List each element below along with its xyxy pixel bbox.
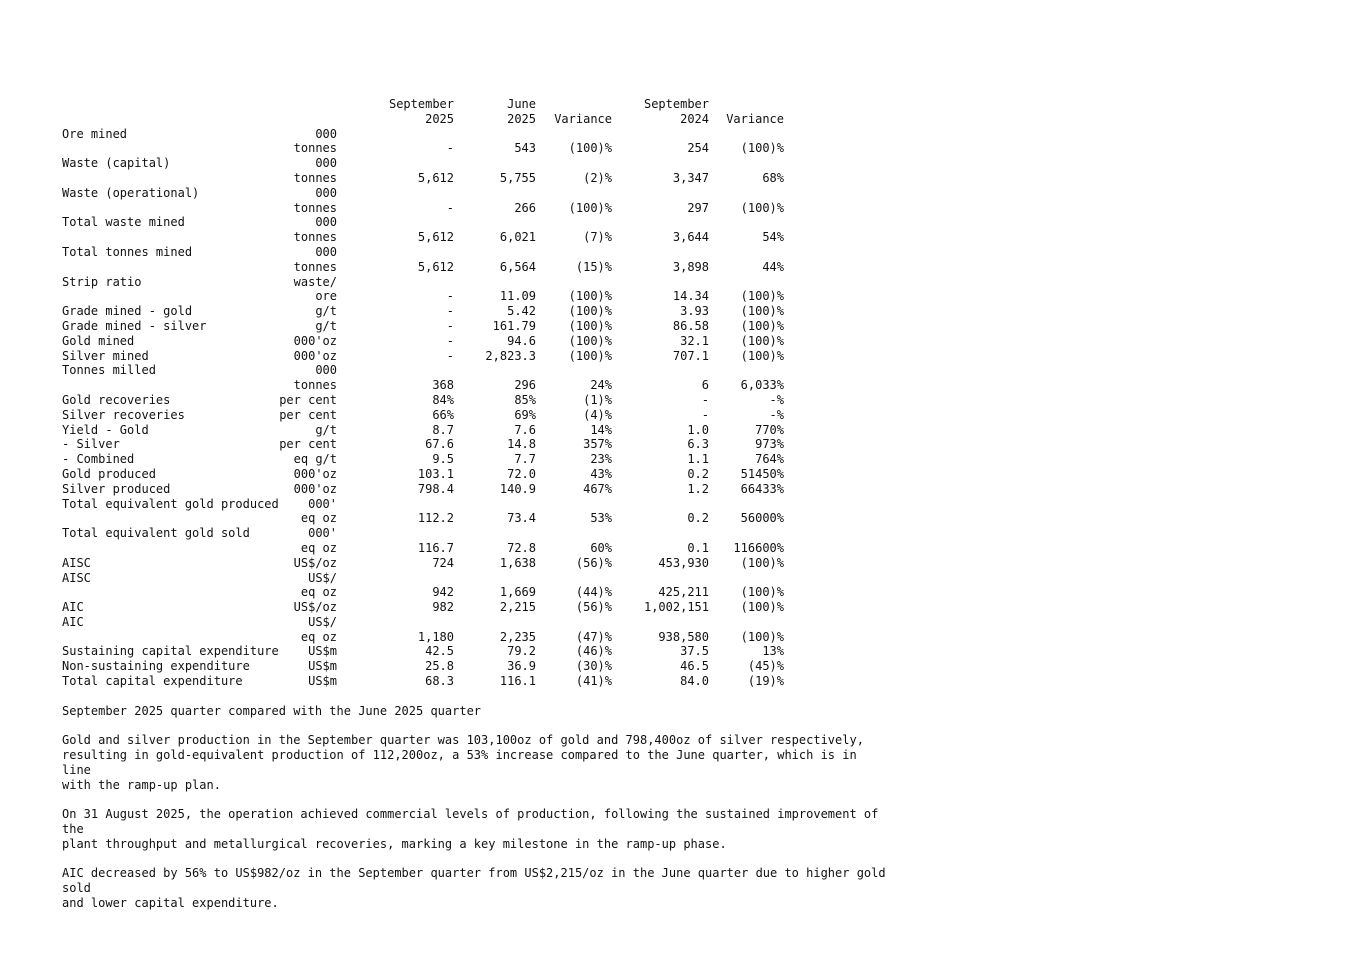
value-sep2025: 42.5	[425, 644, 454, 659]
value-jun2025: 1,638	[499, 555, 536, 570]
production-table	[62, 97, 942, 689]
value-variance-quarter: (56)%	[575, 600, 612, 615]
row-label: Strip ratio	[62, 274, 142, 289]
value-variance-year: (100)%	[740, 289, 784, 304]
table-row	[62, 615, 942, 630]
row-unit: tonnes	[293, 170, 337, 185]
value-variance-quarter: (2)%	[583, 170, 612, 185]
value-sep2025: 5,612	[417, 259, 454, 274]
table-row	[62, 511, 942, 526]
value-variance-quarter: (1)%	[583, 392, 612, 407]
value-variance-quarter: (7)%	[583, 230, 612, 245]
value-sep2025: -	[446, 333, 454, 348]
value-variance-year: -%	[769, 407, 784, 422]
value-variance-quarter: (100)%	[568, 348, 612, 363]
value-variance-year: 770%	[755, 422, 784, 437]
row-label: Silver produced	[62, 481, 171, 496]
table-row	[62, 186, 942, 201]
value-variance-year: 44%	[762, 259, 784, 274]
row-unit: 000	[315, 185, 337, 200]
value-sep2025: 5,612	[417, 230, 454, 245]
table-row	[62, 289, 942, 304]
value-variance-quarter: (47)%	[575, 629, 612, 644]
value-variance-year: 13%	[762, 644, 784, 659]
value-jun2025: 69%	[514, 407, 536, 422]
value-variance-year: (100)%	[740, 333, 784, 348]
table-row	[62, 245, 942, 260]
row-unit: 000'	[308, 496, 337, 511]
row-label: Silver mined	[62, 348, 149, 363]
value-sep2024: 1,002,151	[643, 600, 709, 615]
value-jun2025: 5.42	[507, 304, 536, 319]
value-jun2025: 6,564	[499, 259, 536, 274]
table-row	[62, 659, 942, 674]
value-variance-year: 116600%	[733, 540, 784, 555]
header-variance-quarter: Variance	[554, 111, 612, 126]
row-unit: US$/	[308, 614, 337, 629]
value-variance-year: 6,033%	[740, 378, 784, 393]
table-row	[62, 304, 942, 319]
value-sep2024: 425,211	[658, 585, 709, 600]
value-variance-year: 764%	[755, 452, 784, 467]
row-unit: tonnes	[293, 259, 337, 274]
row-unit: US$m	[308, 659, 337, 674]
value-variance-year: (45)%	[747, 659, 784, 674]
value-sep2025: -	[446, 304, 454, 319]
value-sep2024: 0.2	[687, 466, 709, 481]
value-sep2024: 0.2	[687, 511, 709, 526]
value-variance-year: (19)%	[747, 674, 784, 689]
table-row	[62, 141, 942, 156]
value-sep2025: -	[446, 289, 454, 304]
row-unit: US$m	[308, 644, 337, 659]
table-body	[62, 127, 942, 689]
value-sep2024: -	[701, 392, 709, 407]
value-sep2025: -	[446, 348, 454, 363]
value-jun2025: 2,823.3	[485, 348, 536, 363]
value-variance-year: 66433%	[740, 481, 784, 496]
value-variance-year: 51450%	[740, 466, 784, 481]
row-unit: 000	[315, 126, 337, 141]
value-jun2025: 72.8	[507, 540, 536, 555]
value-sep2025: 66%	[432, 407, 454, 422]
header-jun2025-line2: 2025	[507, 111, 536, 126]
row-label: Non-sustaining expenditure	[62, 659, 250, 674]
value-jun2025: 7.6	[514, 422, 536, 437]
row-unit: eq oz	[300, 585, 337, 600]
header-jun2025-line1: June	[507, 97, 536, 111]
value-sep2024: 297	[687, 200, 709, 215]
value-sep2024: 6	[701, 378, 709, 393]
value-sep2025: 103.1	[417, 466, 454, 481]
table-row	[62, 452, 942, 467]
value-jun2025: 73.4	[507, 511, 536, 526]
table-row	[62, 127, 942, 142]
row-label: Total capital expenditure	[62, 674, 243, 689]
row-label: Gold produced	[62, 466, 156, 481]
row-unit: waste/	[293, 274, 337, 289]
value-sep2024: 3,644	[672, 230, 709, 245]
value-jun2025: 5,755	[499, 170, 536, 185]
value-sep2025: 368	[432, 378, 454, 393]
row-unit: per cent	[279, 407, 337, 422]
value-variance-quarter: (100)%	[568, 289, 612, 304]
value-jun2025: 2,235	[499, 629, 536, 644]
value-jun2025: 140.9	[499, 481, 536, 496]
row-label: Sustaining capital expenditure	[62, 644, 279, 659]
value-variance-year: (100)%	[740, 555, 784, 570]
value-sep2024: 86.58	[672, 318, 709, 333]
value-variance-quarter: (100)%	[568, 200, 612, 215]
row-label: Total equivalent gold produced	[62, 496, 279, 511]
value-jun2025: 1,669	[499, 585, 536, 600]
value-jun2025: 296	[514, 378, 536, 393]
value-sep2025: 84%	[432, 392, 454, 407]
row-label: Waste (capital)	[62, 156, 171, 171]
value-variance-quarter: 467%	[583, 481, 612, 496]
document-body	[62, 97, 942, 911]
row-label: Ore mined	[62, 126, 128, 141]
value-variance-quarter: 24%	[590, 378, 612, 393]
value-sep2025: 8.7	[432, 422, 454, 437]
value-variance-quarter: (41)%	[575, 674, 612, 689]
table-row	[62, 408, 942, 423]
value-sep2025: 116.7	[417, 540, 454, 555]
row-unit: tonnes	[293, 141, 337, 156]
table-row	[62, 319, 942, 334]
table-header-row-1	[62, 97, 942, 112]
row-unit: eq oz	[300, 540, 337, 555]
value-variance-year: 973%	[755, 437, 784, 452]
table-row	[62, 600, 942, 615]
value-sep2024: 32.1	[680, 333, 709, 348]
row-unit: 000	[315, 363, 337, 378]
value-sep2024: 14.34	[672, 289, 709, 304]
value-jun2025: 161.79	[492, 318, 536, 333]
row-label: AISC	[62, 555, 91, 570]
row-label: Grade mined - gold	[62, 304, 193, 319]
table-row	[62, 541, 942, 556]
row-unit: eq g/t	[293, 452, 337, 467]
table-row	[62, 393, 942, 408]
value-sep2024: 1.2	[687, 481, 709, 496]
row-unit: US$m	[308, 674, 337, 689]
table-row	[62, 644, 942, 659]
header-sep2025-line2: 2025	[425, 111, 454, 126]
paragraph-commercial-production: On 31 August 2025, the operation achieved commercial levels of production, following the sustained improvement of the plant throughput and metallurgical recoveries, marking a key milestone in the ramp-up phase.	[62, 807, 879, 851]
value-sep2025: 5,612	[417, 170, 454, 185]
value-sep2024: 46.5	[680, 659, 709, 674]
value-sep2025: 68.3	[425, 674, 454, 689]
value-jun2025: 85%	[514, 392, 536, 407]
table-header-row-2	[62, 112, 942, 127]
row-unit: US$/	[308, 570, 337, 585]
row-unit: 000'oz	[293, 333, 337, 348]
row-unit: 000'oz	[293, 348, 337, 363]
value-sep2025: 25.8	[425, 659, 454, 674]
value-variance-year: (100)%	[740, 141, 784, 156]
row-label: Yield - Gold	[62, 422, 149, 437]
header-sep2024-line2: 2024	[680, 111, 709, 126]
row-unit: tonnes	[293, 200, 337, 215]
table-row	[62, 378, 942, 393]
table-row	[62, 334, 942, 349]
value-sep2024: 3,347	[672, 170, 709, 185]
row-label: AIC	[62, 614, 84, 629]
header-variance-year: Variance	[726, 111, 784, 126]
row-unit: US$/oz	[293, 600, 337, 615]
value-jun2025: 7.7	[514, 452, 536, 467]
section-title: September 2025 quarter compared with the June 2025 quarter	[62, 703, 482, 718]
table-row	[62, 467, 942, 482]
row-unit: g/t	[315, 422, 337, 437]
table-row	[62, 156, 942, 171]
paragraph-aic: AIC decreased by 56% to US$982/oz in the September quarter from US$2,215/oz in the June quarter due to higher gold sold and lower capital expenditure.	[62, 866, 886, 911]
value-variance-quarter: 14%	[590, 422, 612, 437]
row-label: - Combined	[62, 452, 135, 467]
row-label: Grade mined - silver	[62, 318, 207, 333]
value-variance-year: (100)%	[740, 600, 784, 615]
row-unit: 000'oz	[293, 481, 337, 496]
value-variance-year: (100)%	[740, 304, 784, 319]
value-sep2025: -	[446, 318, 454, 333]
row-label: Total waste mined	[62, 215, 185, 230]
row-unit: 000	[315, 156, 337, 171]
row-label: Tonnes milled	[62, 363, 156, 378]
value-jun2025: 543	[514, 141, 536, 156]
value-jun2025: 14.8	[507, 437, 536, 452]
value-variance-quarter: (15)%	[575, 259, 612, 274]
value-jun2025: 79.2	[507, 644, 536, 659]
value-variance-quarter: (30)%	[575, 659, 612, 674]
table-row	[62, 423, 942, 438]
value-jun2025: 266	[514, 200, 536, 215]
value-sep2024: 0.1	[687, 540, 709, 555]
value-variance-year: 56000%	[740, 511, 784, 526]
value-variance-quarter: 357%	[583, 437, 612, 452]
value-sep2024: 6.3	[687, 437, 709, 452]
row-label: AIC	[62, 600, 84, 615]
value-sep2024: 453,930	[658, 555, 709, 570]
row-label: Total equivalent gold sold	[62, 526, 250, 541]
value-sep2025: 67.6	[425, 437, 454, 452]
value-sep2025: 982	[432, 600, 454, 615]
value-variance-year: 54%	[762, 230, 784, 245]
table-row	[62, 482, 942, 497]
row-label: Total tonnes mined	[62, 244, 193, 259]
row-unit: tonnes	[293, 378, 337, 393]
value-sep2025: -	[446, 200, 454, 215]
value-sep2024: 84.0	[680, 674, 709, 689]
header-sep2025-line1: September	[388, 97, 454, 111]
value-variance-quarter: (46)%	[575, 644, 612, 659]
value-variance-year: -%	[769, 392, 784, 407]
table-row	[62, 497, 942, 512]
value-sep2025: 112.2	[417, 511, 454, 526]
value-sep2025: 1,180	[417, 629, 454, 644]
value-jun2025: 36.9	[507, 659, 536, 674]
value-variance-quarter: (4)%	[583, 407, 612, 422]
table-row	[62, 437, 942, 452]
row-unit: ore	[315, 289, 337, 304]
value-variance-quarter: 23%	[590, 452, 612, 467]
value-variance-quarter: (100)%	[568, 304, 612, 319]
value-sep2025: -	[446, 141, 454, 156]
row-unit: g/t	[315, 304, 337, 319]
table-row	[62, 363, 942, 378]
row-unit: eq oz	[300, 511, 337, 526]
table-row	[62, 674, 942, 689]
value-jun2025: 116.1	[499, 674, 536, 689]
row-label: Gold recoveries	[62, 392, 171, 407]
table-row	[62, 556, 942, 571]
value-jun2025: 72.0	[507, 466, 536, 481]
value-sep2024: 3,898	[672, 259, 709, 274]
table-row	[62, 260, 942, 275]
row-label: - Silver	[62, 437, 120, 452]
value-sep2024: 37.5	[680, 644, 709, 659]
value-variance-quarter: (56)%	[575, 555, 612, 570]
table-row	[62, 571, 942, 586]
table-row	[62, 215, 942, 230]
row-unit: per cent	[279, 392, 337, 407]
value-jun2025: 11.09	[499, 289, 536, 304]
value-sep2024: 254	[687, 141, 709, 156]
table-row	[62, 585, 942, 600]
row-unit: 000	[315, 215, 337, 230]
value-variance-year: 68%	[762, 170, 784, 185]
row-unit: 000'oz	[293, 466, 337, 481]
table-row	[62, 630, 942, 645]
row-label: AISC	[62, 570, 91, 585]
value-sep2025: 942	[432, 585, 454, 600]
value-variance-year: (100)%	[740, 318, 784, 333]
row-unit: tonnes	[293, 230, 337, 245]
value-sep2025: 9.5	[432, 452, 454, 467]
row-unit: g/t	[315, 318, 337, 333]
value-sep2025: 798.4	[417, 481, 454, 496]
table-row	[62, 349, 942, 364]
table-row	[62, 171, 942, 186]
value-sep2024: -	[701, 407, 709, 422]
value-sep2024: 707.1	[672, 348, 709, 363]
value-sep2024: 1.1	[687, 452, 709, 467]
table-row	[62, 230, 942, 245]
value-variance-year: (100)%	[740, 585, 784, 600]
row-label: Waste (operational)	[62, 185, 200, 200]
table-row	[62, 201, 942, 216]
value-sep2025: 724	[432, 555, 454, 570]
value-variance-quarter: (44)%	[575, 585, 612, 600]
table-row	[62, 275, 942, 290]
value-variance-year: (100)%	[740, 629, 784, 644]
row-unit: US$/oz	[293, 555, 337, 570]
row-label: Gold mined	[62, 333, 135, 348]
value-jun2025: 2,215	[499, 600, 536, 615]
value-variance-year: (100)%	[740, 348, 784, 363]
value-jun2025: 94.6	[507, 333, 536, 348]
value-variance-quarter: (100)%	[568, 318, 612, 333]
row-label: Silver recoveries	[62, 407, 185, 422]
row-unit: per cent	[279, 437, 337, 452]
value-variance-quarter: (100)%	[568, 141, 612, 156]
value-variance-quarter: (100)%	[568, 333, 612, 348]
value-variance-quarter: 43%	[590, 466, 612, 481]
value-variance-year: (100)%	[740, 200, 784, 215]
value-variance-quarter: 60%	[590, 540, 612, 555]
value-sep2024: 3.93	[680, 304, 709, 319]
row-unit: eq oz	[300, 629, 337, 644]
row-unit: 000'	[308, 526, 337, 541]
value-jun2025: 6,021	[499, 230, 536, 245]
paragraph-production: Gold and silver production in the September quarter was 103,100oz of gold and 798,400oz of silver respectively, resulting in gold-equivalent production of 112,200oz, a 53% increase compared to the June quarter, which is in line with the ramp-up plan.	[62, 733, 864, 792]
row-unit: 000	[315, 244, 337, 259]
header-sep2024-line1: September	[643, 97, 709, 111]
value-sep2024: 938,580	[658, 629, 709, 644]
value-variance-quarter: 53%	[590, 511, 612, 526]
table-row	[62, 526, 942, 541]
value-sep2024: 1.0	[687, 422, 709, 437]
